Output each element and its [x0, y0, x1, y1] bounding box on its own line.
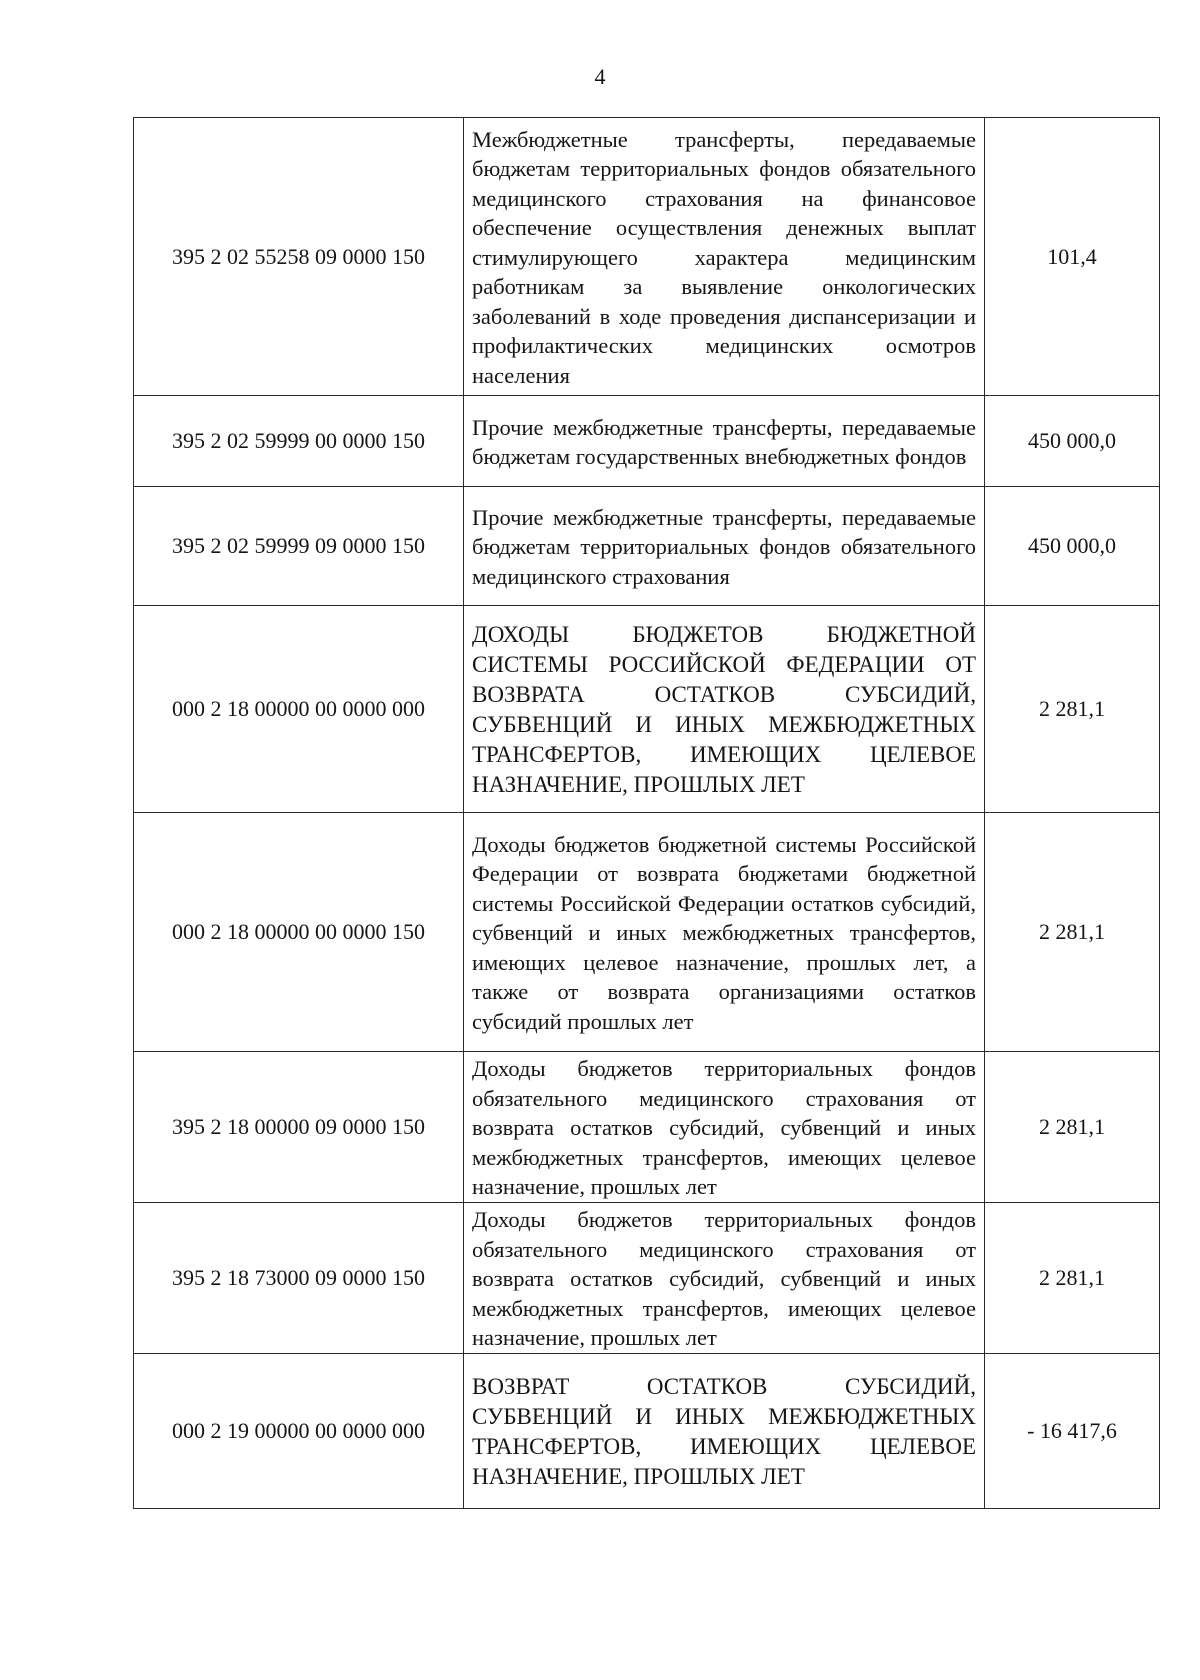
revenue-name: Доходы бюджетов территориальных фондов обязательного медицинского страхования от возврата остатков субсидий, субвенций и иных межбюджетных трансфертов, имеющих целевое назначение, прошлых лет [464, 1052, 985, 1202]
amount: 2 281,1 [1039, 1114, 1105, 1139]
budget-code: 000 2 18 00000 00 0000 150 [134, 813, 464, 1051]
revenue-name: Межбюджетные трансферты, передаваемые бюджетам территориальных фондов обязательного медицинского страхования на финансовое обеспечение осуществления денежных выплат стимулирующего характера медицинским работникам за выявление онкологических заболеваний в ходе проведения диспансеризации и профилактических медицинских осмотров населения [464, 118, 985, 395]
revenue-name: Доходы бюджетов территориальных фондов обязательного медицинского страхования от возврата остатков субсидий, субвенций и иных межбюджетных трансфертов, имеющих целевое назначение, прошлых лет [464, 1203, 985, 1353]
table-row [133, 117, 1159, 395]
budget-code: 395 2 18 73000 09 0000 150 [134, 1203, 464, 1353]
amount: - 16 417,6 [1027, 1418, 1117, 1443]
table-row [133, 1353, 1159, 1508]
table-row [133, 1051, 1159, 1202]
page-number: 4 [594, 64, 606, 89]
revenue-name: ДОХОДЫ БЮДЖЕТОВ БЮДЖЕТНОЙ СИСТЕМЫ РОССИЙСКОЙ ФЕДЕРАЦИИ ОТ ВОЗВРАТА ОСТАТКОВ СУБСИДИЙ, СУБВЕНЦИЙ И ИНЫХ МЕЖБЮДЖЕТНЫХ ТРАНСФЕРТОВ, ИМЕЮЩИХ ЦЕЛЕВОЕ НАЗНАЧЕНИЕ, ПРОШЛЫХ ЛЕТ [464, 606, 985, 812]
amount: 450 000,0 [1028, 533, 1116, 558]
budget-code: 395 2 02 59999 00 0000 150 [134, 396, 464, 486]
amount: 2 281,1 [1039, 1265, 1105, 1290]
revenue-name: Прочие межбюджетные трансферты, передаваемые бюджетам государственных внебюджетных фондов [464, 396, 985, 486]
amount: 101,4 [1047, 243, 1097, 269]
budget-code: 000 2 18 00000 00 0000 000 [134, 606, 464, 812]
table-row [133, 605, 1159, 812]
budget-table [133, 117, 1160, 1509]
revenue-name: Прочие межбюджетные трансферты, передаваемые бюджетам территориальных фондов обязательного медицинского страхования [464, 487, 985, 605]
budget-code: 395 2 02 55258 09 0000 150 [134, 118, 464, 395]
table-row [133, 1202, 1159, 1353]
budget-code: 000 2 19 00000 00 0000 000 [134, 1354, 464, 1508]
table-row [133, 395, 1159, 486]
table-row [133, 812, 1159, 1051]
revenue-name: ВОЗВРАТ ОСТАТКОВ СУБСИДИЙ, СУБВЕНЦИЙ И ИНЫХ МЕЖБЮДЖЕТНЫХ ТРАНСФЕРТОВ, ИМЕЮЩИХ ЦЕЛЕВОЕ НАЗНАЧЕНИЕ, ПРОШЛЫХ ЛЕТ [464, 1354, 985, 1508]
table-row [133, 486, 1159, 605]
amount: 2 281,1 [1039, 696, 1105, 721]
amount: 2 281,1 [1039, 919, 1105, 944]
budget-code: 395 2 02 59999 09 0000 150 [134, 487, 464, 605]
revenue-name: Доходы бюджетов бюджетной системы Российской Федерации от возврата бюджетами бюджетной системы Российской Федерации остатков субсидий, субвенций и иных межбюджетных трансфертов, имеющих целевое назначение, прошлых лет, а также от возврата организациями остатков субсидий прошлых лет [464, 813, 985, 1051]
budget-code: 395 2 18 00000 09 0000 150 [134, 1052, 464, 1202]
amount: 450 000,0 [1028, 428, 1116, 453]
